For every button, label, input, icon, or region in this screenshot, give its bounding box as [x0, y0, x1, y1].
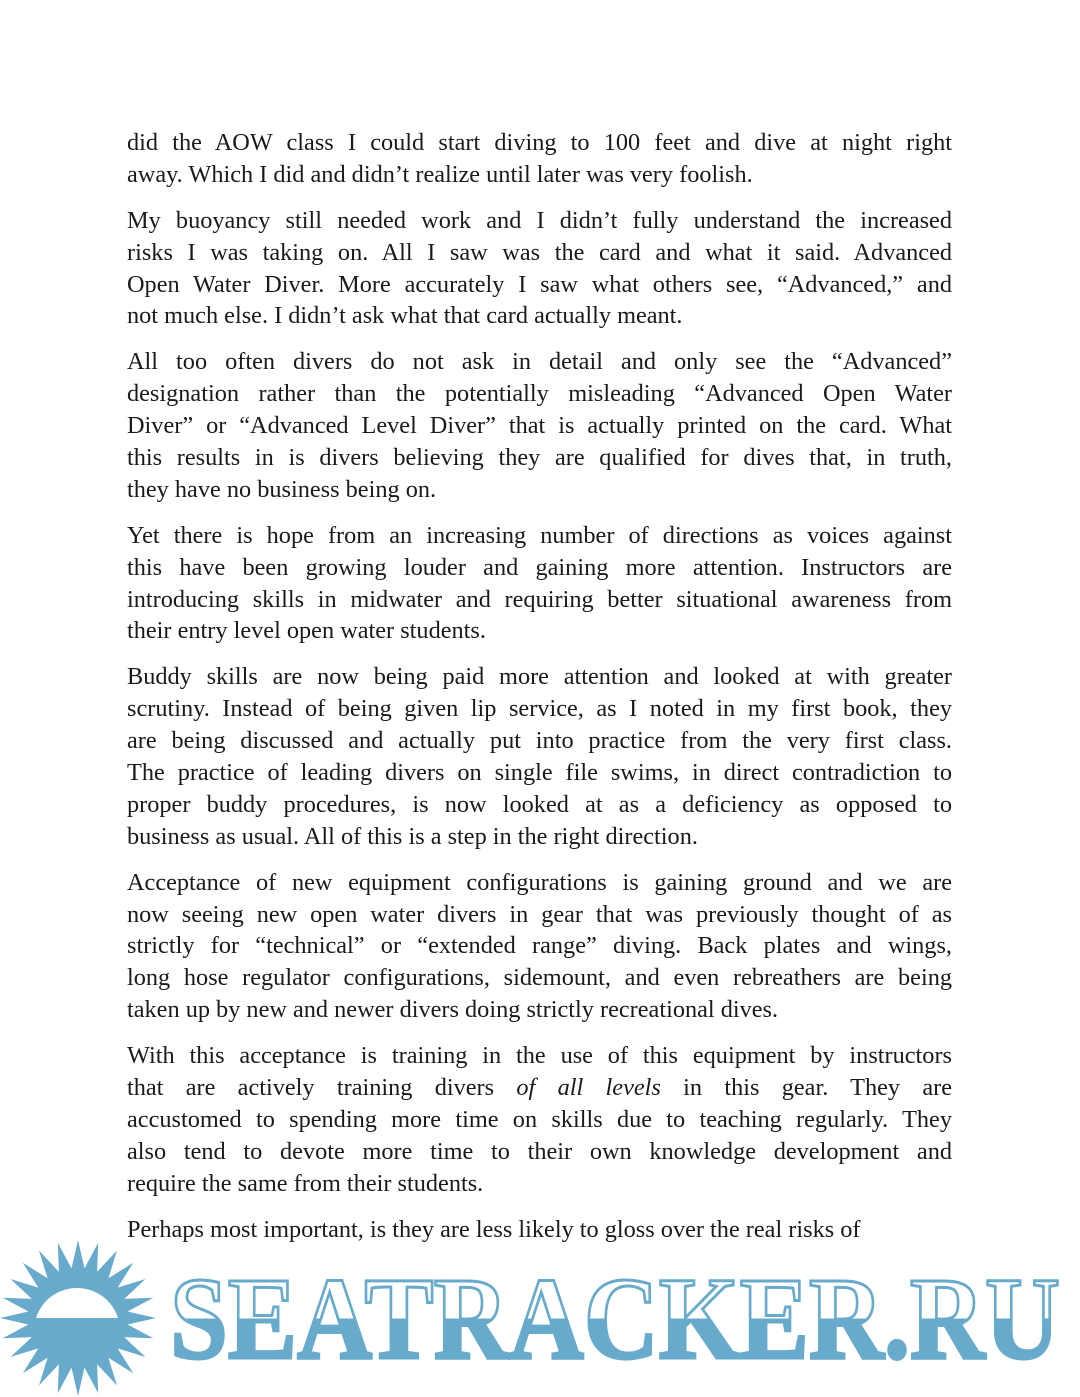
text-segment: All too often divers do not ask in detail and only see the “Advanced” — [127, 348, 952, 376]
paragraph — [127, 661, 952, 852]
text-segment: this results in is divers believing they are qualified for dives that, in truth, — [127, 444, 952, 472]
text-segment: Buddy skills are now being paid more attention and looked at with greater — [127, 663, 952, 691]
text-segment: introducing skills in midwater and requiring better situational awareness from — [127, 585, 952, 613]
text-segment: designation rather than the potentially misleading “Advanced Open Water — [127, 380, 952, 408]
text-line — [127, 159, 952, 191]
text-line — [127, 962, 952, 994]
text-line — [127, 584, 952, 616]
watermark-logo — [0, 1238, 1080, 1397]
text-segment: require the same from their students. — [127, 1169, 484, 1197]
text-line — [127, 615, 952, 647]
watermark-text: SEATRACKER.RU — [170, 1253, 1060, 1384]
text-segment: proper buddy procedures, is now looked at as a deficiency as opposed to — [127, 790, 952, 818]
text-line — [127, 693, 952, 725]
text-segment: taken up by new and newer divers doing strictly recreational dives. — [127, 996, 779, 1024]
text-line — [127, 994, 952, 1026]
text-line — [127, 1168, 952, 1200]
paragraph — [127, 867, 952, 1026]
text-line — [127, 867, 952, 899]
text-line — [127, 725, 952, 757]
text-line — [127, 378, 952, 410]
paragraph — [127, 520, 952, 648]
text-segment: Yet there is hope from an increasing number of directions as voices against — [127, 521, 952, 549]
text-line — [127, 1104, 952, 1136]
text-line — [127, 661, 952, 693]
text-segment: their entry level open water students. — [127, 617, 486, 645]
text-line — [127, 346, 952, 378]
text-line — [127, 1136, 952, 1168]
text-line — [127, 1040, 952, 1072]
text-segment: not much else. I didn’t ask what that card actually meant. — [127, 302, 683, 330]
text-line — [127, 930, 952, 962]
text-segment: Acceptance of new equipment configurations is gaining ground and we are — [127, 868, 952, 896]
sun-icon — [0, 1240, 156, 1396]
text-segment: accustomed to spending more time on skills due to teaching regularly. They — [127, 1105, 952, 1133]
text-line — [127, 1072, 952, 1104]
text-line — [127, 520, 952, 552]
text-segment: My buoyancy still needed work and I didn’t fully understand the increased — [127, 206, 952, 234]
paragraph — [127, 346, 952, 505]
text-segment: they have no business being on. — [127, 475, 437, 503]
text-line — [127, 757, 952, 789]
text-line — [127, 442, 952, 474]
text-segment: are being discussed and actually put into practice from the very first class. — [127, 727, 952, 755]
text-segment: Perhaps most important, is they are less likely to gloss over the real risks of — [127, 1215, 861, 1243]
text-line — [127, 821, 952, 853]
text-segment: of all levels — [516, 1074, 661, 1102]
text-line — [127, 552, 952, 584]
text-segment: With this acceptance is training in the use of this equipment by instructors — [127, 1042, 952, 1070]
text-segment: this have been growing louder and gaining more attention. Instructors are — [127, 553, 952, 581]
text-segment: that are actively training divers — [127, 1074, 517, 1102]
text-line — [127, 899, 952, 931]
text-line — [127, 474, 952, 506]
paragraph — [127, 127, 952, 191]
text-segment: risks I was taking on. All I saw was the card and what it said. Advanced — [127, 238, 952, 266]
text-line — [127, 237, 952, 269]
paragraph — [127, 205, 952, 333]
document-body — [127, 127, 952, 1260]
text-line — [127, 127, 952, 159]
text-segment: now seeing new open water divers in gear that was previously thought of as — [127, 900, 952, 928]
text-line — [127, 789, 952, 821]
text-line — [127, 205, 952, 237]
text-segment: business as usual. All of this is a step in the right direction. — [127, 822, 698, 850]
paragraph — [127, 1040, 952, 1199]
text-segment: long hose regulator configurations, sidemount, and even rebreathers are being — [127, 964, 952, 992]
text-segment: Open Water Diver. More accurately I saw what others see, “Advanced,” and — [127, 270, 952, 298]
text-segment: scrutiny. Instead of being given lip service, as I noted in my first book, they — [127, 695, 952, 723]
text-segment: Diver” or “Advanced Level Diver” that is actually printed on the card. What — [127, 412, 952, 440]
text-segment: The practice of leading divers on single file swims, in direct contradiction to — [127, 759, 952, 787]
text-line — [127, 300, 952, 332]
text-segment: in this gear. They are — [660, 1074, 952, 1102]
text-segment: away. Which I did and didn’t realize until later was very foolish. — [127, 160, 753, 188]
text-segment: strictly for “technical” or “extended range” diving. Back plates and wings, — [127, 932, 952, 960]
text-line — [127, 410, 952, 442]
text-segment: did the AOW class I could start diving to 100 feet and dive at night right — [127, 129, 952, 156]
text-line — [127, 269, 952, 301]
text-segment: also tend to devote more time to their own knowledge development and — [127, 1137, 952, 1165]
